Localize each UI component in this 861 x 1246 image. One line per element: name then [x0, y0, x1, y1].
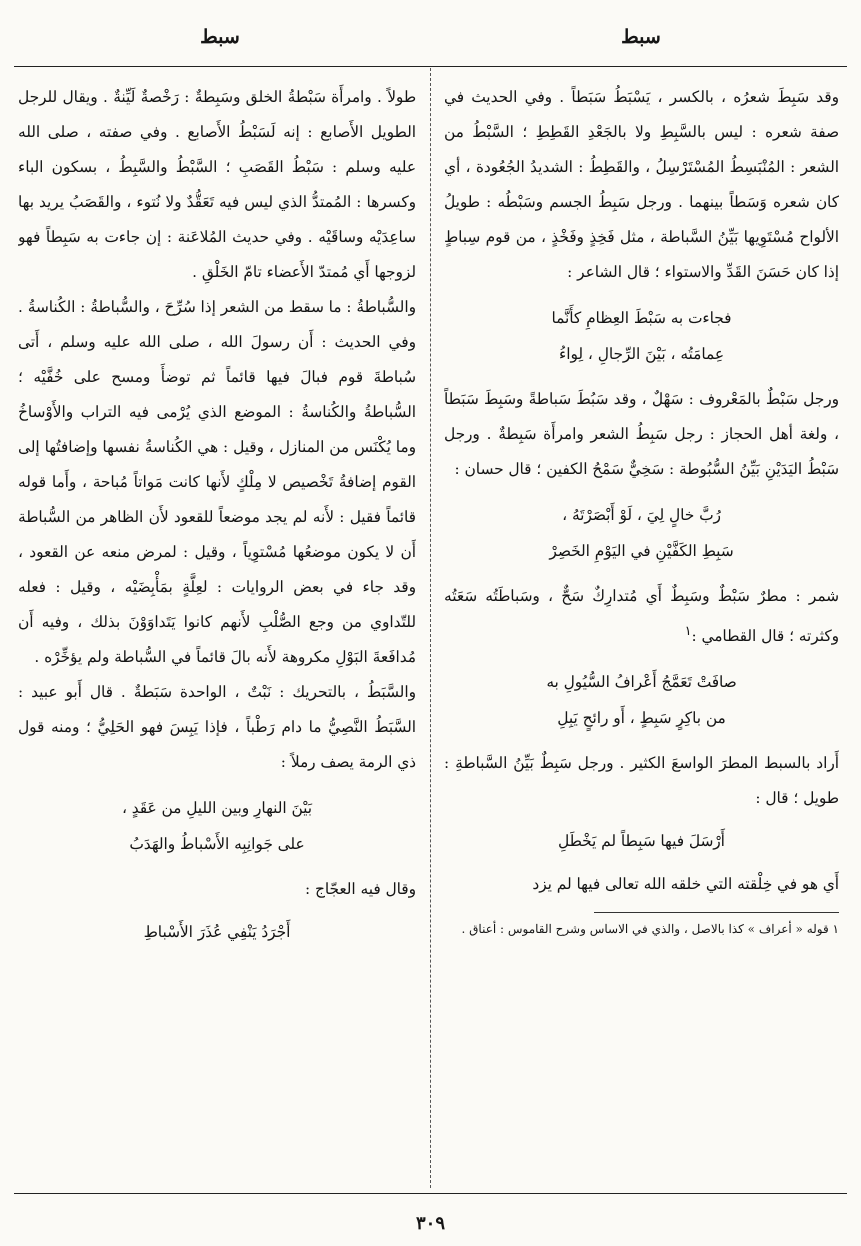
right-column: [444, 80, 839, 1190]
paragraph: ورجل سَبْطٌ بالمَعْروف : سَهْلٌ ، وقد سَبُطَ سَباطةً وسَبِطَ سَبَطاً ، ولغة أهل الحجاز : رجل سَبِطُ الشعر وامرأَة سَبِطةٌ . ورجل سَبْطُ اليَدَيْنِ بَيِّنُ السُّبُوطة : سَخِيٌّ سَمْحُ الكفين ؛ قال حسان :: [444, 390, 839, 478]
verse-line: سَبِطِ الكَفَّيْنِ في اليَوْمِ الخَصِرْ: [549, 542, 734, 560]
verse-line: على جَوانِبِه الأَسْباطُ والهَدَبُ: [129, 835, 305, 853]
left-column: [18, 80, 416, 1190]
paragraph: والسَّبَطُ ، بالتحريك : نَبْتٌ ، الواحدة سَبَطةٌ . قال أَبو عبيد : السَّبَطُ النَّصِيُّ ما دام رَطْباً ، فإذا يَبِسَ فهو الحَلِيُّ ؛ ومنه قول ذي الرمة يصف رملاً :: [18, 683, 416, 771]
running-head-left: سبط: [200, 26, 240, 48]
page-number: ٣٠٩: [415, 1213, 445, 1234]
verse-line: عِمامَتُه ، بَيْنَ الرِّجالِ ، لِواءُ: [559, 345, 724, 363]
paragraph: والسُّباطةُ : ما سقط من الشعر إذا سُرِّحَ ، والسُّباطةُ : الكُناسةُ . وفي الحديث : أَن رسولَ الله ، صلى الله عليه وسلم ، أَتى سُباطةَ قوم فبالَ فيها قائماً ثم توضأَ ومسح على خُفَّيْه ؛ السُّباطةُ والكُناسةُ : الموضع الذي يُرْمى فيه التراب والأَوْساخُ وما يُكْنَس من المنازل ، وقيل : هي الكُناسةُ نفسها وإضافتُها إلى القوم إضافةُ تَخْصيص لا مِلْكٍ لأَنها كانت مَواتاً مُباحة ، وأَما قوله قائماً فقيل : لأَنه لم يجد موضعاً للقعود لأَن الظاهر من السُّباطة أَن لا يكون موضعُها مُسْتوِياً ، وقيل : لمرض منعه عن القعود ، وقد جاء في بعض الروايات : لعِلَّةٍ بمَأْبِضَيْه ، وقيل : فعله للتّداوي من وجع الصُّلْبِ لأَنهم كانوا يَتَداوَوْنَ بذلك ، وفيه أَن مُدافَعةَ البَوْلِ مكروهة لأَنه بالَ قائماً في السُّباطة ولم يؤخِّرْه .: [18, 298, 416, 666]
footnote-marker: ١: [684, 624, 692, 639]
paragraph: طولاً . وامرأَة سَبْطةُ الخلق وسَبِطةٌ : رَخْصةٌ لَيِّنةٌ . ويقال للرجل الطويل الأَصابع : إنه لَسَبْطُ الأَصابع . وفي صفته ، صلى الله عليه وسلم : سَبْطُ القَصَبِ ؛ السَّبْطُ والسَّبِطُ ، بسكون الباء وكسرها : المُمتدُّ الذي ليس فيه تَعَقُّدٌ ولا نُتوء ، والقَصَبُ يريد بها ساعِدَيْه وساقَيْه . وفي حديث المُلاعَنة : إن جاءت به سَبِطاً فهو لزوجها أَي مُمتدّ الأَعضاء تامّ الخَلْقِ .: [18, 88, 416, 281]
paragraph: وقال فيه العجّاج :: [304, 880, 416, 898]
verse-line: رُبَّ خالٍ لِيَ ، لَوْ أَبْصَرْتَهُ ،: [562, 506, 721, 524]
footnote: ١ قوله « أعراف » كذا بالاصل ، والذي في الاساس وشرح القاموس : أعناق .: [461, 922, 839, 937]
quote-line: أَرْسَلَ فيها سَبِطاً لم يَخْطَلِ: [558, 832, 725, 851]
running-head-right: سبط: [621, 26, 661, 48]
verse-line: صافَتْ تَعَمَّجُ أَعْرافُ السُّيُولِ به: [546, 673, 737, 692]
paragraph: [444, 579, 839, 654]
quote-line: أَجْرَدُ يَنْفِي عُذَرَ الأَسْباطِ: [143, 923, 291, 941]
verse-line: فجاءت به سَبْطَ العِظامِ كأَنَّما: [551, 309, 732, 327]
verse-line: من باكِرٍ سَبِطٍ ، أَو رائحٍ يَبِلِ: [557, 709, 726, 728]
footnote-rule: [594, 912, 839, 913]
paragraph: وقد سَبِطَ شعرُه ، بالكسر ، يَسْبَطُ سَبَطاً . وفي الحديث في صفة شعره : ليس بالسَّبِطِ ولا بالجَعْدِ القَطِطِ ؛ السَّبْطُ من الشعر : المُنْبَسِطُ المُسْتَرْسِلُ ، والقَطِطُ : الشديدُ الجُعُودة ، أي كان شعره وَسَطاً بينهما . ورجل سَبِطُ الجسم وسَبْطُه : طويلُ الألواح مُسْتَوِيها بَيِّنُ السَّباطة ، مثل فَخِذٍ وفَخْذٍ ، من قوم سِباطٍ إذا كان حَسَنَ القَدِّ والاستواء ؛ قال الشاعر :: [444, 88, 839, 281]
verse: [444, 497, 839, 569]
footer-rule: [14, 1193, 847, 1194]
paragraph-text: شمر : مطرٌ سَبْطٌ وسَبِطٌ أَي مُتدارِكٌ سَحٌّ ، وسَباطَتُه سَعَتُه وكثرته ؛ قال القطامي :: [444, 587, 839, 646]
paragraph: أَي هو في خِلْقته التي خلقه الله تعالى فيها لم يزد: [532, 875, 839, 894]
verse: [18, 790, 416, 862]
header-rule: [14, 66, 847, 67]
column-divider: [430, 68, 431, 1188]
verse-line: بَيْنَ النهارِ وبين الليلِ من عَقَدٍ ،: [121, 799, 313, 817]
verse: [444, 300, 839, 372]
paragraph: أَراد بالسبط المطرَ الواسعَ الكثير . ورجل سَبِطٌ بَيِّنُ السَّباطةِ : طويل ؛ قال :: [444, 754, 839, 808]
verse: [444, 664, 839, 736]
